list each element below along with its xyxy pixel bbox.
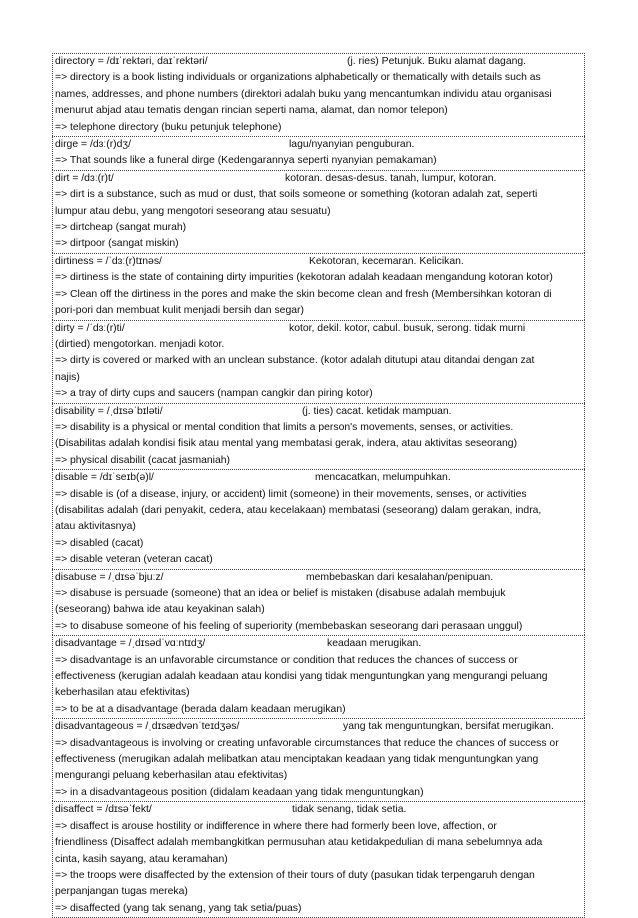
dictionary-entry [52,253,585,320]
dictionary-entry [52,320,585,403]
entry-text-line: (disabilitas adalah (dari penyakit, cedera, atau kecelakaan) membatasi (seseorang) dalam gerakan, indra, [55,504,542,516]
entry-text-line: (dirtied) mengotorkan. menjadi kotor. [55,338,225,350]
dictionary-entry [52,170,585,253]
entry-headword-line [53,719,586,735]
entry-text-line: => to disabuse someone of his feeling of superiority (membebaskan seseorang dari perasaan unggul) [55,620,523,632]
entry-text-line: pori-pori dan membuat kulit menjadi bersih dan segar) [55,305,304,317]
entry-headword-line [53,254,586,270]
entry-text-line: => in a disadvantageous position (didalam keadaan yang tidak menguntungkan) [55,786,424,798]
entry-text-line: perpanjangan tugas mereka) [55,886,188,898]
entry-text-line: effectiveness (kerugian adalah keadaan atau kondisi yang tidak menguntungkan yang mengurangi peluang [55,671,548,683]
dictionary-document [52,53,585,918]
headword-meaning: mencacatkan, melumpuhkan. [315,472,451,484]
entry-text-line: => a tray of dirty cups and saucers (nampan cangkir dan piring kotor) [55,388,373,400]
entry-text-line: => disable is (of a disease, injury, or accident) limit (someone) in their movements, senses, or activities [55,488,527,500]
dictionary-entry [52,469,585,568]
headword-meaning: (j. ties) cacat. ketidak mampuan. [302,405,452,417]
entry-text-line: => the troops were disaffected by the extension of their tours of duty (pasukan tidak terpengaruh dengan [55,869,535,881]
headword-pronunciation: dirty = /ˈdɜː(r)ti/ [55,322,125,334]
entry-text-line: => disabled (cacat) [55,537,144,549]
entry-text-line: najis) [55,371,80,383]
entry-headword-line [53,470,586,486]
entry-text-line: => telephone directory (buku petunjuk telephone) [55,121,282,133]
dictionary-entry [52,403,585,470]
entry-text-line: mengurangi peluang keberhasilan atau efektivitas) [55,770,288,782]
entry-headword-line [53,802,586,818]
entry-text-line: => dirtiness is the state of containing dirty impurities (kekotoran adalah keadaan mengandung kotoran kotor) [55,272,553,284]
headword-pronunciation: disabuse = /ˌdɪsəˈbjuːz/ [55,571,164,583]
entry-text-line: friendliness (Disaffect adalah membangkitkan permusuhan atau ketidakpedulian di mana sebelumnya ada [55,837,543,849]
headword-pronunciation: disable = /dɪˈseɪb(ə)l/ [55,472,154,484]
entry-text-line: => physical disabilit (cacat jasmaniah) [55,454,230,466]
entry-text-line: => disadvantage is an unfavorable circumstance or condition that reduces the chances of success or [55,654,518,666]
entry-text-line: atau aktivitasnya) [55,521,136,533]
entry-text-line: menurut abjad atau tematis dengan rincian seperti nama, alamat, dan nomor telepon) [55,105,448,117]
entry-text-line: => disadvantageous is involving or creating unfavorable circumstances that reduce the chances of success or [55,737,559,749]
entry-text-line: => dirt is a substance, such as mud or dust, that soils someone or something (kotoran adalah zat, seperti [55,189,538,201]
dictionary-entry [52,801,585,918]
entry-text-line: => dirty is covered or marked with an unclean substance. (kotor adalah ditutupi atau ditandai dengan zat [55,355,535,367]
entry-text-line: => disaffected (yang tak senang, yang tak setia/puas) [55,902,302,914]
dictionary-entry [52,53,585,136]
entry-headword-line [53,171,586,187]
headword-meaning: (j. ries) Petunjuk. Buku alamat dagang. [347,56,527,67]
headword-meaning: kotor, dekil. kotor, cabul. busuk, serong. tidak murni [289,322,526,334]
dictionary-entry [52,136,585,170]
headword-pronunciation: directory = /dɪˈrektəri, daɪˈrektəri/ [55,56,208,67]
entry-text-line: => disable veteran (veteran cacat) [55,554,213,566]
entry-headword-line [53,570,586,586]
entry-text-line: => to be at a disadvantage (berada dalam keadaan merugikan) [55,703,346,715]
dictionary-entry [52,718,585,801]
headword-meaning: kotoran. desas-desus. tanah, lumpur, kotoran. [285,172,497,184]
entry-text-line: => disabuse is persuade (someone) that an idea or belief is mistaken (disabuse adalah membujuk [55,588,506,599]
entry-text-line: lumpur atau debu, yang mengotori seseorang atau sesuatu) [55,205,331,217]
headword-pronunciation: dirt = /dɜː(r)t/ [55,172,114,184]
entry-text-line: => disaffect is arouse hostility or indifference in where there had formerly been love, affection, or [55,820,497,832]
entry-headword-line [53,54,586,70]
entry-text-line: => dirtpoor (sangat miskin) [55,238,179,250]
entry-text-line: cinta, kasih sayang, atau keramahan) [55,853,228,865]
headword-pronunciation: disaffect = /dɪsəˈfekt/ [55,804,152,816]
headword-meaning: tidak senang, tidak setia. [292,804,407,816]
entry-text-line: keberhasilan atau efektivitas) [55,687,190,699]
headword-meaning: membebaskan dari kesalahan/penipuan. [306,571,494,583]
entry-text-line: => That sounds like a funeral dirge (Kedengarannya seperti nyanyian pemakaman) [55,155,437,167]
dictionary-entry [52,635,585,718]
entry-text-line: => Clean off the dirtiness in the pores and make the skin become clean and fresh (Membersihkan kotoran di [55,288,552,300]
headword-pronunciation: disadvantageous = /ˌdɪsædvənˈteɪdʒəs/ [55,721,240,733]
entry-text-line: (Disabilitas adalah kondisi fisik atau mental yang membatasi gerak, indera, atau aktivitas seseorang) [55,438,518,450]
headword-meaning: Kekotoran, kecemaran. Kelicikan. [309,255,464,267]
entry-text-line: => directory is a book listing individuals or organizations alphabetically or thematically with details such as [55,72,541,84]
entry-headword-line [53,137,586,153]
entry-text-line: effectiveness (merugikan adalah melibatkan atau menciptakan keadaan yang tidak menguntungkan yang [55,754,539,766]
entry-headword-line [53,404,586,420]
entry-text-line: (seseorang) bahwa ide atau keyakinan salah) [55,604,265,616]
dictionary-entry [52,569,585,636]
entry-headword-line [53,321,586,337]
entry-text-line: names, addresses, and phone numbers (direktori adalah buku yang mencantumkan individu atau organisasi [55,88,552,100]
headword-pronunciation: disadvantage = /ˌdɪsədˈvɑːntɪdʒ/ [55,638,206,650]
headword-meaning: yang tak menguntungkan, bersifat merugikan. [343,721,554,733]
entry-text-line: => disability is a physical or mental condition that limits a person's movements, senses, or activities. [55,421,514,433]
entry-text-line: => dirtcheap (sangat murah) [55,222,187,234]
headword-pronunciation: dirge = /dɜː(r)dʒ/ [55,139,131,151]
headword-meaning: lagu/nyanyian penguburan. [289,139,415,151]
headword-pronunciation: disability = /ˌdɪsəˈbɪləti/ [55,405,163,417]
entry-headword-line [53,636,586,652]
headword-pronunciation: dirtiness = /ˈdɜː(r)tɪnəs/ [55,255,162,267]
headword-meaning: keadaan merugikan. [327,638,422,650]
